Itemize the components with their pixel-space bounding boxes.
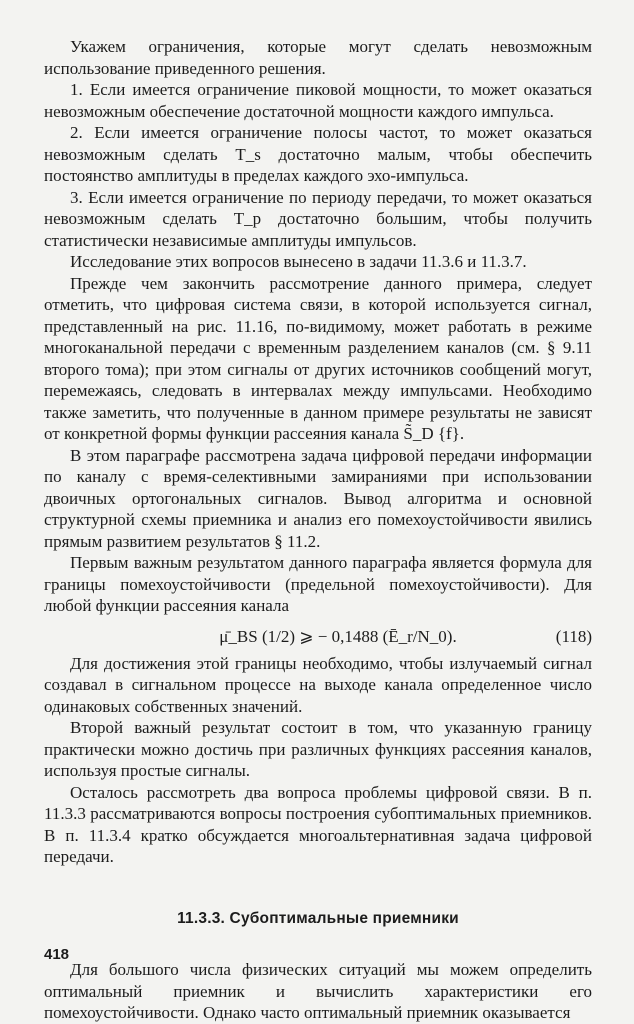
paragraph-item-2: 2. Если имеется ограничение полосы частот, то может оказаться невозможным сделать T_s достаточно малым, чтобы обеспечить постоянство амплитуды в пределах каждого эхо-импульса. — [44, 123, 592, 185]
paragraph-bound-condition: Для достижения этой границы необходимо, чтобы излучаемый сигнал создавал в сигнальном процессе на выходе канала определенное число одинаковых собственных значений. — [44, 653, 592, 716]
paragraph-intro: Укажем ограничения, которые могут сделать невозможным использование приведенного решения. — [44, 37, 592, 78]
paragraph-summary: В этом параграфе рассмотрена задача цифровой передачи информации по каналу с время-селективными замираниями при использовании двоичных ортогональных сигналов. Вывод алгоритма и основной структурной схемы приемника и анализ его помехоустойчивости явились прямым развитием результатов § 11.2. — [44, 445, 592, 551]
paragraph-item-1: 1. Если имеется ограничение пиковой мощности, то может оказаться невозможным обеспечение достаточной мощности каждого импульса. — [44, 80, 592, 121]
page-body — [44, 36, 592, 1024]
paragraph-remaining: Осталось рассмотреть два вопроса проблемы цифровой связи. В п. 11.3.3 рассматриваются вопросы построения субоптимальных приемников. В п. 11.3.4 кратко обсуждается многоальтернативная задача цифровой передачи. — [44, 782, 592, 866]
paragraph-first-result: Первым важным результатом данного параграфа является формула для границы помехоустойчивости (предельной помехоустойчивости). Для любой функции рассеяния канала — [44, 553, 592, 615]
paragraph-suboptimal-intro: Для большого числа физических ситуаций мы можем определить оптимальный приемник и вычислить характеристики его помехоустойчивости. Однако часто оптимальный приемник оказывается — [44, 960, 592, 1022]
paragraph-item-3: 3. Если имеется ограничение по периоду передачи, то может оказаться невозможным сделать T_p достаточно большим, чтобы получить статистически независимые амплитуды импульсов. — [44, 187, 592, 250]
page-number: 418 — [44, 946, 70, 963]
section-heading: 11.3.3. Субоптимальные приемники — [177, 909, 459, 927]
formula-expression: μ̄_BS (1/2) ⩾ − 0,1488 (Ē_r/N_0). — [219, 626, 457, 646]
paragraph-multichannel: Прежде чем закончить рассмотрение данного примера, следует отметить, что цифровая система связи, в которой используется сигнал, представленный на рис. 11.16, по-видимому, может работать в режиме многоканальной передачи с временным разделением каналов (см. § 9.11 второго тома); при этом сигналы от других источников сообщений могут, перемежаясь, следовать в интервалах между импульсами. Необходимо также заметить, что полученные в данном примере результаты не зависят от конкретной формы функции рассеяния канала S̃_D {f}. — [44, 273, 592, 443]
formula-number: (118) — [555, 626, 592, 646]
paragraph-second-result: Второй важный результат состоит в том, что указанную границу практически можно достичь при различных функциях рассеяния каналов, используя простые сигналы. — [44, 718, 592, 780]
formula-118 — [44, 621, 592, 653]
paragraph-tasks: Исследование этих вопросов вынесено в задачи 11.3.6 и 11.3.7. — [70, 252, 527, 271]
